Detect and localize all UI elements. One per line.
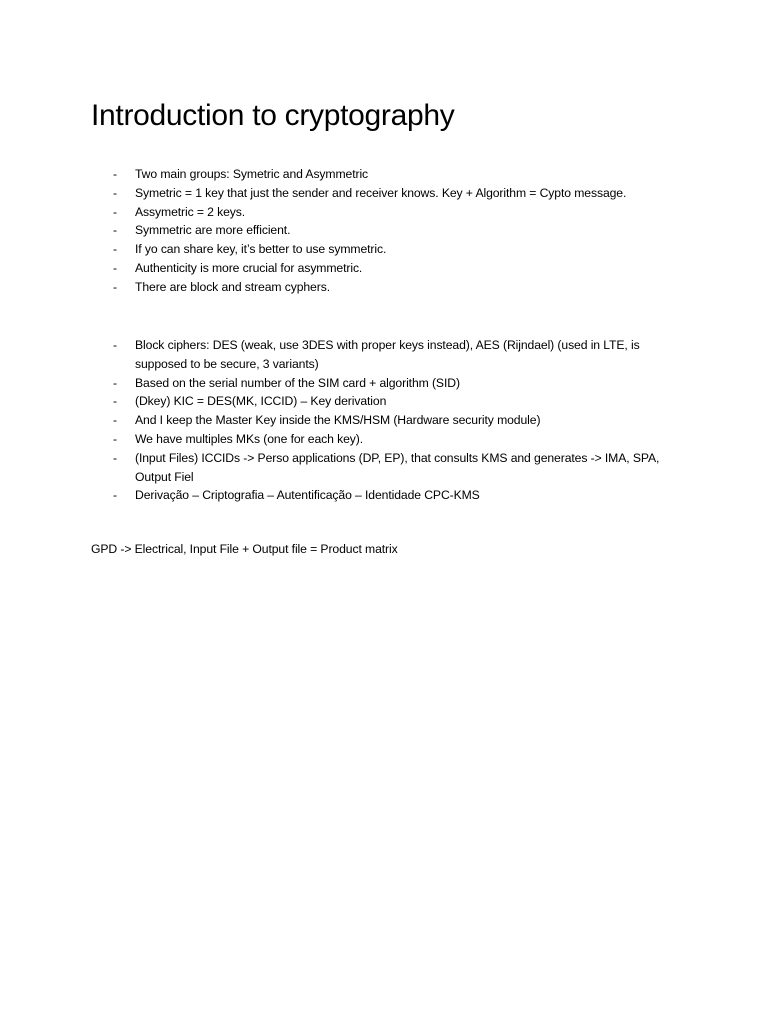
list-item-text: (Dkey) KIC = DES(MK, ICCID) – Key derivation [135,394,387,409]
list-item [0,240,675,259]
list-item-text: Symmetric are more efficient. [135,223,291,238]
bullet-marker: - [113,488,117,503]
list-item-text: We have multiples MKs (one for each key). [135,431,364,446]
bullet-marker: - [113,185,117,200]
bullet-marker: - [113,431,117,446]
bullet-marker: - [113,223,117,238]
list-item [0,278,675,297]
list-item-text: Authenticity is more crucial for asymmetric. [135,260,363,275]
bullet-marker: - [113,260,117,275]
list-item-text: There are block and stream cyphers. [135,279,330,294]
list-item [0,221,675,240]
bullet-marker: - [113,394,117,409]
bullet-list-2 [0,336,675,505]
list-item [0,486,675,505]
list-item-text: Assymetric = 2 keys. [135,204,246,219]
list-item-text: Based on the serial number of the SIM card + algorithm (SID) [135,375,460,390]
list-item-text: Derivação – Criptografia – Autentificação – Identidade CPC-KMS [135,488,480,503]
list-item [0,430,675,449]
page-title: Introduction to cryptography [91,99,455,132]
list-item [0,336,675,374]
list-item-text: And I keep the Master Key inside the KMS/HSM (Hardware security module) [135,413,541,428]
bullet-marker: - [113,375,117,390]
list-item-text: (Input Files) ICCIDs -> Perso applications (DP, EP), that consults KMS and generates -> IMA, SPA, Output Fiel [135,450,660,484]
bullet-marker: - [113,204,117,219]
list-item-text: Block ciphers: DES (weak, use 3DES with proper keys instead), AES (Rijndael) (used in LTE, is supposed to be secure, 3 variants) [135,338,640,371]
list-item-text: If yo can share key, it’s better to use symmetric. [135,242,387,257]
summary-line: GPD -> Electrical, Input File + Output file = Product matrix [91,542,398,556]
bullet-marker: - [113,242,117,257]
list-item-text: Two main groups: Symetric and Asymmetric [135,167,369,181]
bullet-marker: - [113,167,117,181]
list-item [0,374,675,393]
bullet-marker: - [113,450,117,465]
list-item [0,165,675,184]
list-item [0,411,675,430]
list-item [0,449,675,487]
list-item [0,259,675,278]
list-item [0,203,675,222]
bullet-marker: - [113,279,117,294]
list-item [0,392,675,411]
bullet-marker: - [113,413,117,428]
list-item-text: Symetric = 1 key that just the sender and receiver knows. Key + Algorithm = Cypto message. [135,185,627,200]
list-item [0,184,675,203]
bullet-list-1 [0,165,675,297]
bullet-marker: - [113,338,117,352]
